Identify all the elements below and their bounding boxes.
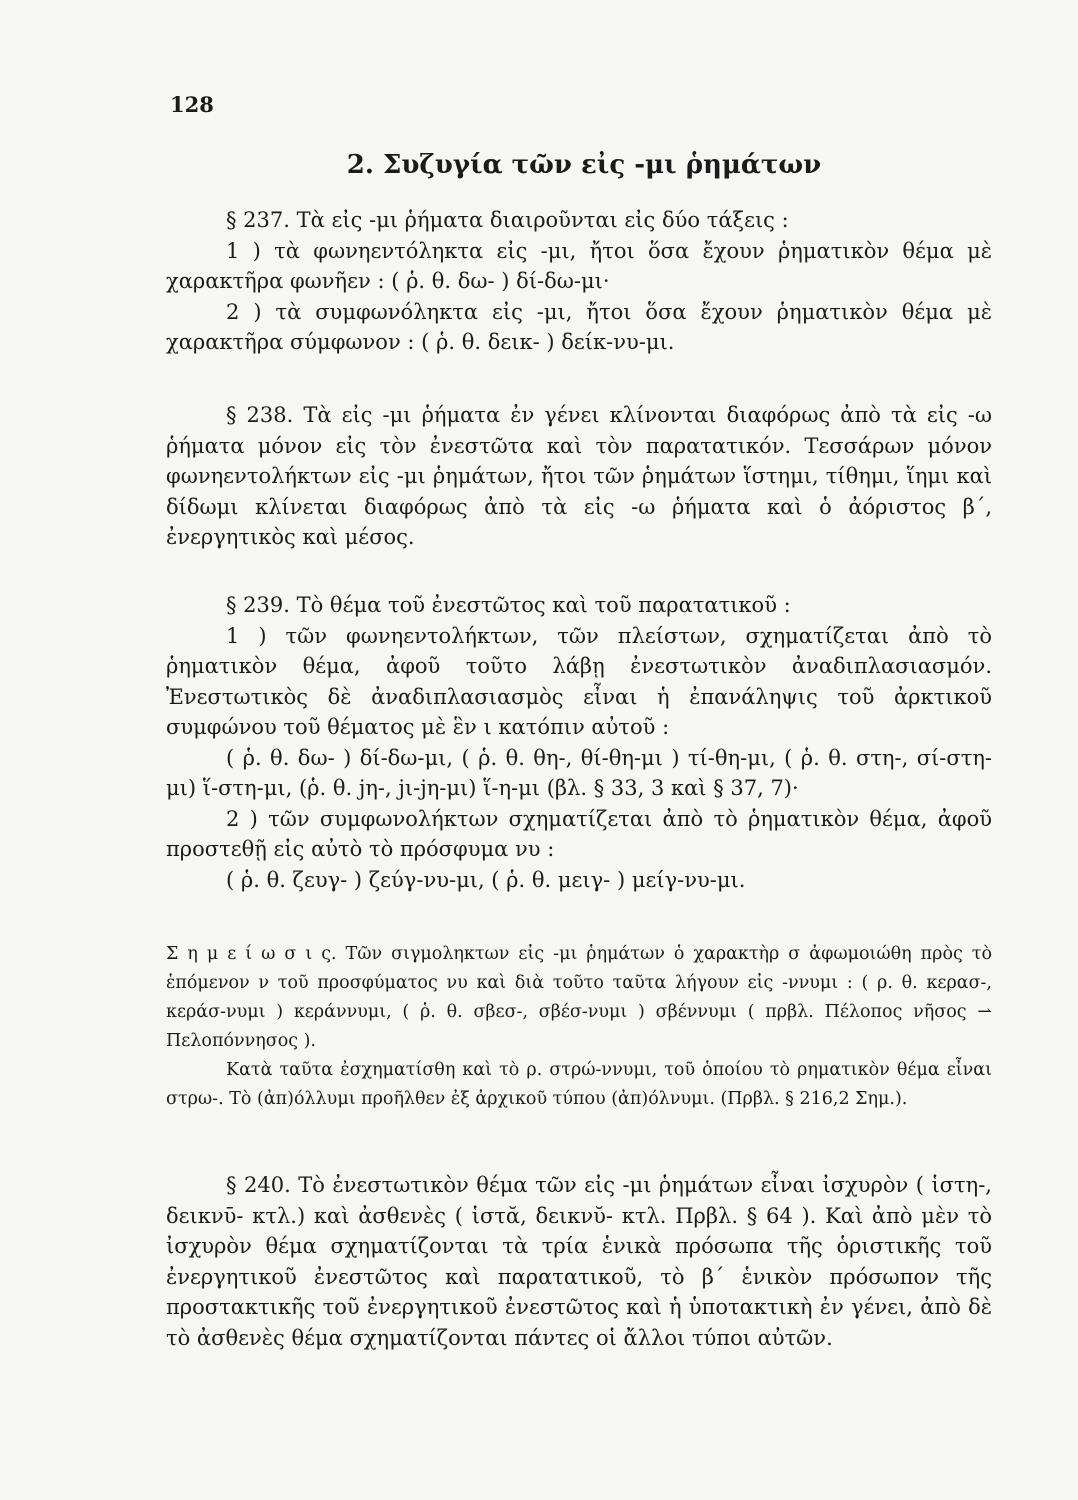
section-238-paragraph: § 238. Τὰ εἰς -μι ῥήματα ἐν γένει κλίνονται διαφόρως ἀπὸ τὰ εἰς -ω ῥήματα μόνον εἰς τὸν ἐνεστῶτα καὶ τὸν παρατατικόν. Τεσσάρων μόνον φωνηεντολήκτων εἰς -μι ῥημάτων, ἤτοι τῶν ῥημάτων ἵστημι, τίθημι, ἵημι καὶ δίδωμι κλίνεται διαφόρως ἀπὸ τὰ εἰς -ω ῥήματα καὶ ὁ ἀόριστος β΄, ἐνεργητικὸς καὶ μέσος. [166,403,992,549]
page-number: 128 [170,92,214,117]
section-239-heading: § 239. Τὸ θέμα τοῦ ἐνεστῶτος καὶ τοῦ παρατατικοῦ : [226,593,791,617]
section-239 [166,590,992,895]
section-237 [166,205,992,358]
section-239-item-1: 1 ) τῶν φωνηεντολήκτων, τῶν πλείστων, σχηματίζεται ἀπὸ τὸ ῥηματικὸν θέμα, ἀφοῦ τοῦτο λάβῃ ἐνεστωτικὸν ἀναδιπλασιασμόν. Ἐνεστωτικὸς δὲ ἀναδιπλασιασμὸς εἶναι ἡ ἐπανάληψις τοῦ ἀρκτικοῦ συμφώνου τοῦ θέματος μὲ ἓν ι κατόπιν αὐτοῦ : [166,623,992,739]
section-237-heading: § 237. Τὰ εἰς -μι ῥήματα διαιροῦνται εἰς δύο τάξεις : [226,208,789,232]
section-240-paragraph: § 240. Τὸ ἐνεστωτικὸν θέμα τῶν εἰς -μι ῥημάτων εἶναι ἰσχυρὸν ( ἱστη-, δεικνῡ- κτλ.) καὶ ἀσθενὲς ( ἱστᾰ, δεικνῠ- κτλ. Πρβλ. § 64 ). Καὶ ἀπὸ μὲν τὸ ἰσχυρὸν θέμα σχηματίζονται τὰ τρία ἑνικὰ πρόσωπα τῆς ὁριστικῆς τοῦ ἐνεργητικοῦ ἐνεστῶτος καὶ παρατατικοῦ, τὸ β΄ ἑνικὸν πρόσωπον τῆς προστακτικῆς τοῦ ἐνεργητικοῦ ἐνεστῶτος καὶ ἡ ὑποτακτικὴ ἐν γένει, ἀπὸ δὲ τὸ ἀσθενὲς θέμα σχηματίζονται πάντες οἱ ἄλλοι τύποι αὐτῶν. [166,1173,992,1350]
chapter-title: 2. Συζυγία τῶν εἰς -μι ῥημάτων [346,150,822,180]
section-240 [166,1170,992,1353]
section-239-examples: ( ῥ. θ. δω- ) δί-δω-μι, ( ῥ. θ. θη-, θί-θη-μι ) τί-θη-μι, ( ῥ. θ. στη-, σί-στη-μι) ἵ-στη-μι, (ῥ. θ. jη-, jι-jη-μι) ἵ-η-μι (βλ. § 33, 3 καὶ § 37, 7)· [166,745,992,800]
note-paragraph-2: Κατὰ ταῦτα ἐσχηματίσθη καὶ τὸ ρ. στρώ-ννυμι, τοῦ ὁποίου τὸ ρηματικὸν θέμα εἶναι στρω-. Τὸ (ἀπ)όλλυμι προῆλθεν ἐξ ἀρχικοῦ τύπου (ἀπ)όλνυμι. (Πρβλ. § 216,2 Σημ.). [166,1060,992,1109]
section-237-item-1: 1 ) τὰ φωνηεντόληκτα εἰς -μι, ἤτοι ὅσα ἔχουν ῥηματικὸν θέμα μὲ χαρακτῆρα φωνῆεν : ( ῥ. θ. δω- ) δί-δω-μι· [166,238,992,293]
section-239-item-2: 2 ) τῶν συμφωνολήκτων σχηματίζεται ἀπὸ τὸ ῥηματικὸν θέμα, ἀφοῦ προστεθῇ εἰς αὐτὸ τὸ πρόσφυμα νυ : [166,806,992,861]
section-238 [166,400,992,553]
section-239-notes [166,940,992,1114]
section-239-examples-2: ( ῥ. θ. ζευγ- ) ζεύγ-νυ-μι, ( ῥ. θ. μειγ- ) μείγ-νυ-μι. [226,867,746,892]
note-paragraph: Σ η μ ε ί ω σ ι ς. Τῶν σιγμοληκτων εἰς -μι ῥημάτων ὁ χαρακτὴρ σ ἀφωμοιώθη πρὸς τὸ ἑπόμενον ν τοῦ προσφύματος νυ καὶ διὰ τοῦτο ταῦτα λήγουν εἰς -ννυμι : ( ρ. θ. κερασ-, κεράσ-νυμι ) κεράννυμι, ( ῥ. θ. σβεσ-, σβέσ-νυμι ) σβέννυμι ( πρβλ. Πέλοπος νῆσος ⇀ Πελοπόννησος ). [166,944,992,1051]
section-237-item-2: 2 ) τὰ συμφωνόληκτα εἰς -μι, ἤτοι ὅσα ἔχουν ῥηματικὸν θέμα μὲ χαρακτῆρα σύμφωνον : ( ῥ. θ. δεικ- ) δείκ-νυ-μι. [166,299,992,354]
